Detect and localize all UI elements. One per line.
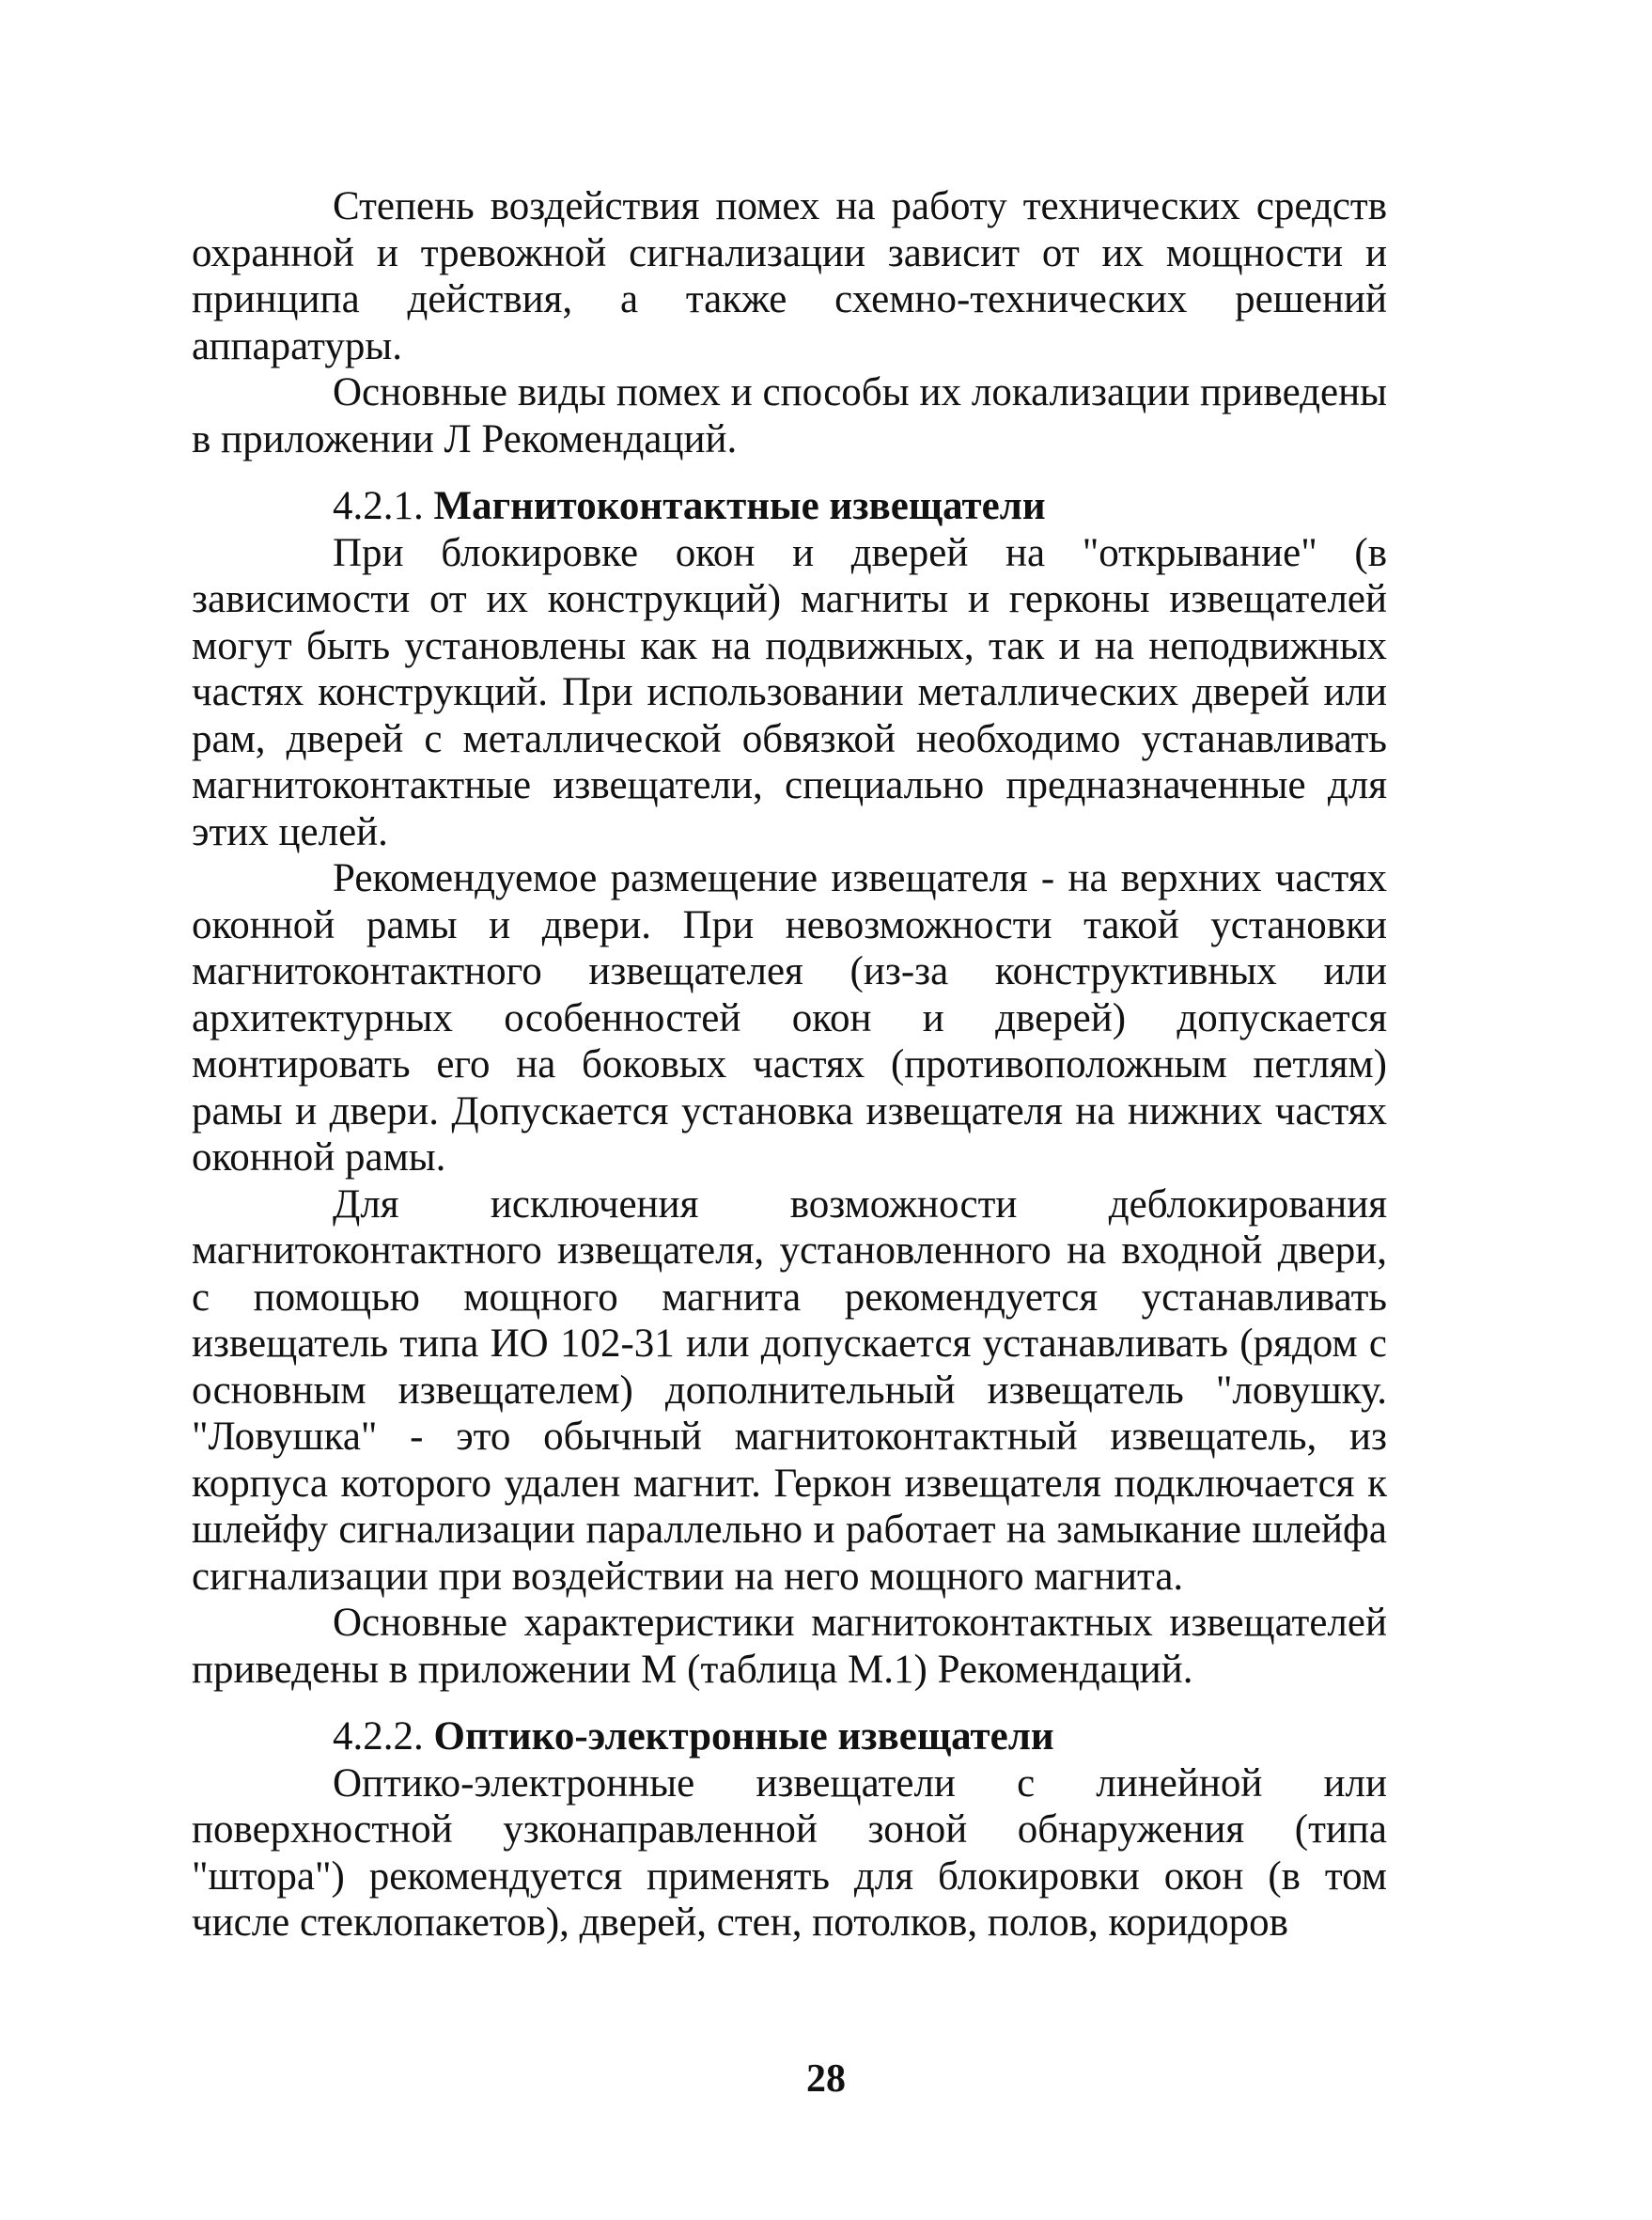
intro-paragraph-2: Основные виды помех и способы их локализации приведены в приложении Л Рекомендаций.	[192, 370, 1387, 461]
section-1-paragraph-4: Основные характеристики магнитоконтактных извещателей приведены в приложении М (таблица М.1) Рекомендаций.	[192, 1601, 1387, 1692]
page-number: 28	[806, 2057, 846, 2101]
section-2-paragraph-1: Оптико-электронные извещатели с линейной или поверхностной узконаправленной зоной обнаружения (типа "штора") рекомендуется применять для блокировки окон (в том числе стеклопакетов), дверей, стен, потолков, полов, коридоров	[192, 1760, 1387, 1945]
section-1-paragraph-2: Рекомендуемое размещение извещателя - на верхних частях оконной рамы и двери. При невозможности такой установки магнитоконтактного извещателея (из-за конструктивных или архитектурных особенностей окон и дверей) допускается монтировать его на боковых частях (противоположным петлям) рамы и двери. Допускается установка извещателя на нижних частях оконной рамы.	[192, 856, 1387, 1180]
section-number: 4.2.2.	[333, 1714, 434, 1759]
intro-paragraph-1: Степень воздействия помех на работу технических средств охранной и тревожной сигнализации зависит от их мощности и принципа действия, а также схемно-технических решений аппаратуры.	[192, 184, 1387, 368]
section-1-paragraph-1: При блокировке окон и дверей на "открывание" (в зависимости от их конструкций) магниты и герконы извещателей могут быть установлены как на подвижных, так и на неподвижных частях конструкций. При использовании металлических дверей или рам, дверей с металлической обвязкой необходимо устанавливать магнитоконтактные извещатели, специально предназначенные для этих целей.	[192, 530, 1387, 854]
section-heading-4-2-1	[192, 483, 1387, 530]
section-title: Магнитоконтактные извещатели	[433, 484, 1046, 528]
page-body	[192, 183, 1387, 1946]
section-title: Оптико-электронные извещатели	[433, 1714, 1054, 1759]
section-number: 4.2.1.	[333, 484, 434, 528]
section-1-paragraph-3: Для исключения возможности деблокирования магнитоконтактного извещателя, установленного на входной двери, с помощью мощного магнита рекомендуется устанавливать извещатель типа ИО 102-31 или допускается устанавливать (рядом с основным извещателем) дополнительный извещатель "ловушку. "Ловушка" - это обычный магнитоконтактный извещатель, из корпуса которого удален магнит. Геркон извещателя подключается к шлейфу сигнализации параллельно и работает на замыкание шлейфа сигнализации при воздействии на него мощного магнита.	[192, 1181, 1387, 1599]
section-heading-4-2-2	[192, 1713, 1387, 1760]
